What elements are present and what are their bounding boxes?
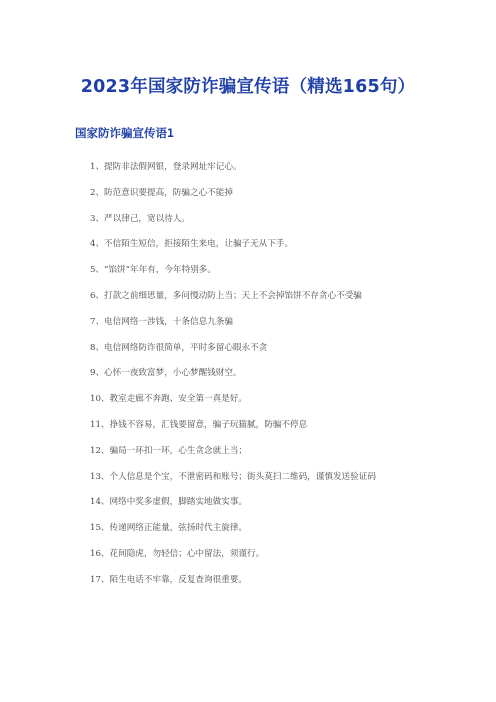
list-item: 11、挣钱不容易，汇钱要留意，骗子玩猫腻，防骗不停息: [90, 419, 308, 430]
list-item: 10、教室走廊不奔跑、安全第一真是好。: [90, 394, 248, 405]
document-title: 2023年国家防诈骗宣传语（精选165句）: [80, 77, 416, 97]
list-item: 3、严以律己，宽以待人。: [90, 213, 190, 224]
list-item: 5、“馅饼”年年有，今年特别多。: [90, 265, 216, 276]
list-item: 6、打款之前细思量，多问慢动防上当；天上不会掉馅饼不存贪心不受骗: [90, 290, 362, 301]
list-item: 16、花间隐虎，勿轻信；心中留法，须谨行。: [90, 548, 265, 559]
list-item: 13、个人信息是个宝，不泄密码和账号；街头莫扫二维码，谨慎发送验证码: [90, 471, 376, 482]
list-item: 14、网络中奖多虚假，脚踏实地做实事。: [90, 497, 248, 508]
section-heading: 国家防诈骗宣传语1: [75, 126, 174, 140]
list-item: 8、电信网络防诈很简单，平时多留心眼永不贪: [90, 342, 268, 353]
list-item: 15、传递网络正能量，弦扬时代主旋律。: [90, 523, 248, 534]
list-item: 4、不信陌生短信，拒接陌生来电，让骗子无从下手。: [90, 239, 294, 250]
list-item: 1、提防非法假网银，登录网址牢记心。: [90, 162, 242, 172]
list-item: 17、陌生电话不牢靠，反复查询很重要。: [90, 574, 248, 585]
list-item: 9、心怀一夜致富梦，小心梦醒钱财空。: [90, 368, 242, 379]
list-item: 2、防范意识要提高，防骗之心不能掉: [90, 187, 233, 198]
list-item: 12、骗局一环扣一环，心生贪念就上当；: [90, 445, 248, 456]
list-item: 7、电信网络一涉钱，十条信息九条骗: [90, 316, 233, 327]
slogan-list: [90, 161, 376, 600]
